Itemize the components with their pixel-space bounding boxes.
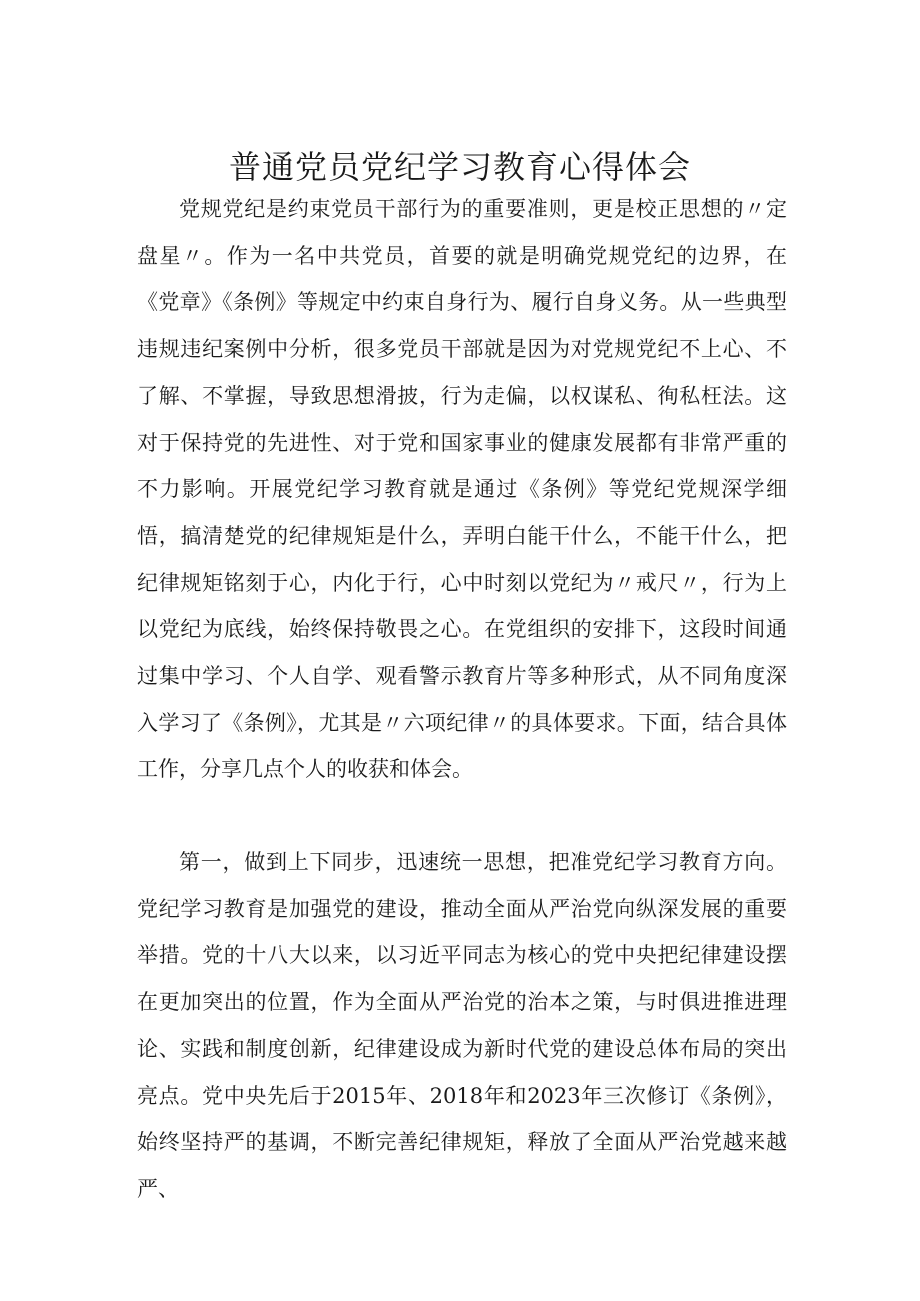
paragraph-2: 第一，做到上下同步，迅速统一思想，把准党纪学习教育方向。党纪学习教育是加强党的建设，推动全面从严治党向纵深发展的重要举措。党的十八大以来，以习近平同志为核心的党中央把纪律建设摆在更加突出的位置，作为全面从严治党的治本之策，与时俱进推进理论、实践和制度创新，纪律建设成为新时代党的建设总体布局的突出亮点。党中央先后于2015年、2018年和2023年三次修订《条例》，始终坚持严的基调，不断完善纪律规矩，释放了全面从严治党越来越严、 — [137, 850, 787, 1201]
document-title: 普通党员党纪学习教育心得体会 — [228, 148, 691, 186]
paragraph-1: 党规党纪是约束党员干部行为的重要准则，更是校正思想的〃定盘星〃。作为一名中共党员，首要的就是明确党规党纪的边界，在《党章》《条例》等规定中约束自身行为、履行自身义务。从一些典型违规违纪案例中分析，很多党员干部就是因为对党规党纪不上心、不了解、不掌握，导致思想滑披，行为走偏，以权谋私、徇私枉法。这对于保持党的先进性、对于党和国家事业的健康发展都有非常严重的不力影响。开展党纪学习教育就是通过《条例》等党纪党规深学细悟，搞清楚党的纪律规矩是什么，弄明白能干什么，不能干什么，把纪律规矩铭刻于心，内化于行，心中时刻以党纪为〃戒尺〃，行为上以党纪为底线，始终保持敬畏之心。在党组织的安排下，这段时间通过集中学习、个人自学、观看警示教育片等多种形式，从不同角度深入学习了《条例》，尤其是〃六项纪律〃的具体要求。下面，结合具体工作，分享几点个人的收获和体会。 — [137, 197, 787, 782]
